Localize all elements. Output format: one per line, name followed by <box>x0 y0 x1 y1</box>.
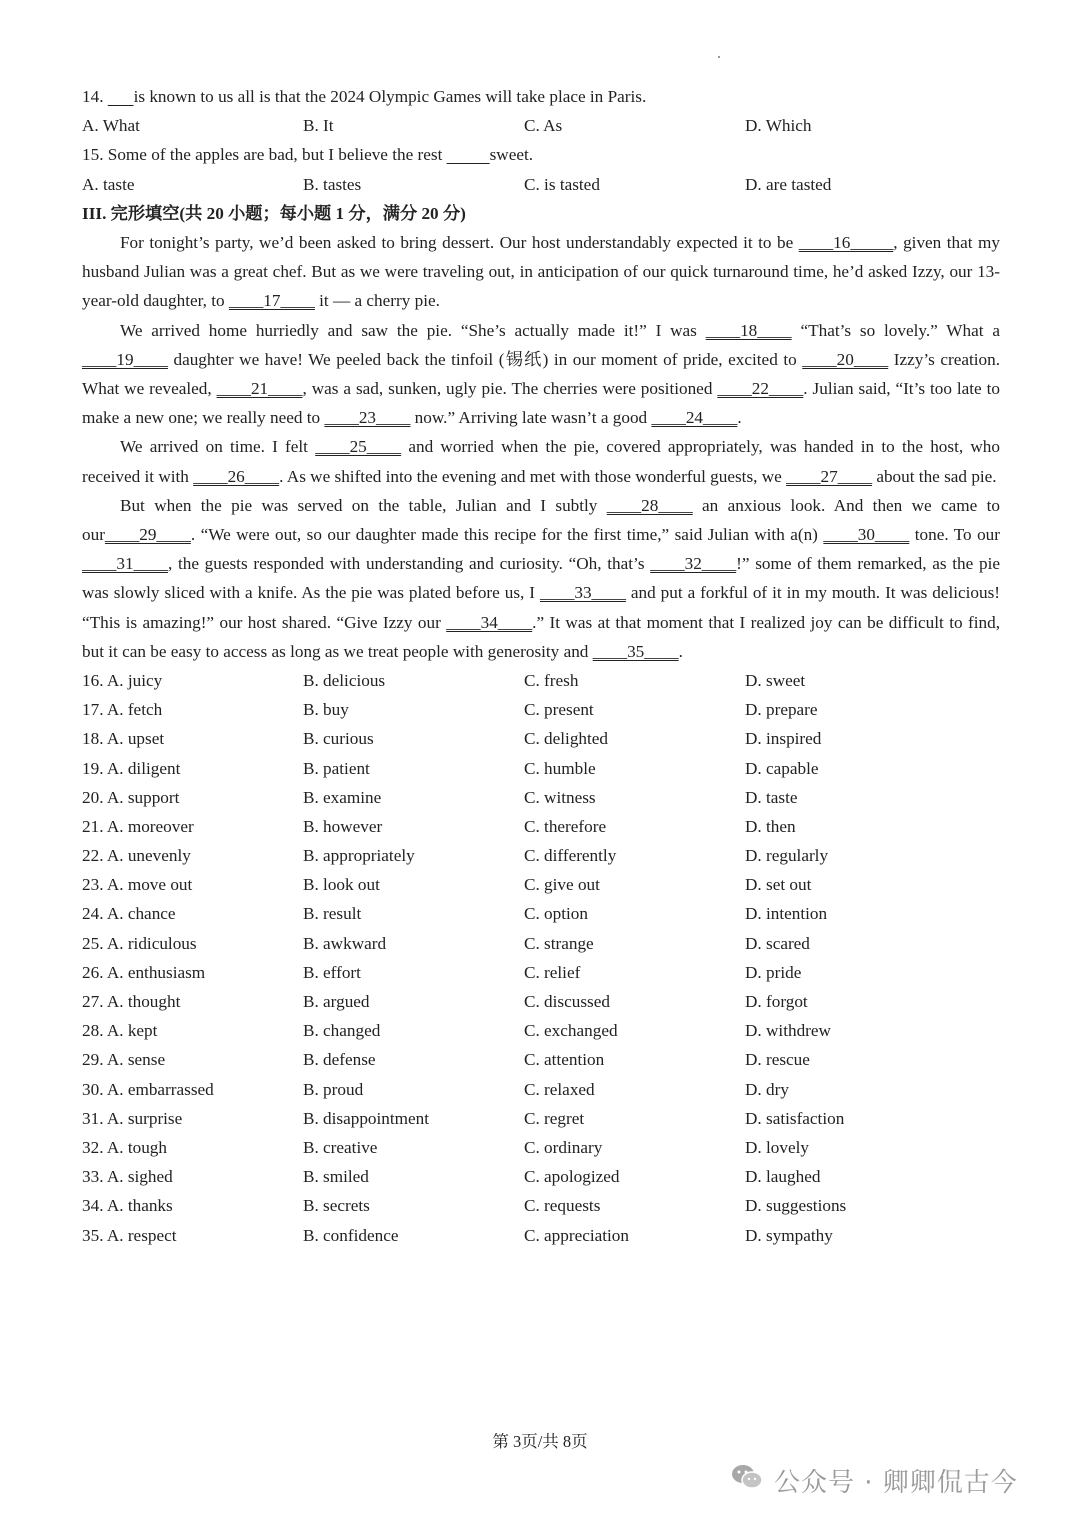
watermark <box>730 1462 1018 1499</box>
option-a: 26. A. enthusiasm <box>82 962 206 982</box>
choice-row-25 <box>82 929 1000 958</box>
option-a: 21. A. moreover <box>82 816 194 836</box>
question-15-stem: 15. Some of the apples are bad, but I believe the rest sweet. <box>82 145 534 165</box>
blank-29: ____29____ <box>104 524 191 544</box>
option-b: B. disappointment <box>303 1108 430 1128</box>
option-b: B. look out <box>303 875 380 895</box>
option-a: 27. A. thought <box>82 992 181 1012</box>
option-a: 31. A. surprise <box>82 1108 183 1128</box>
option-d: D. scared <box>745 933 810 953</box>
option-b: B. appropriately <box>303 846 415 866</box>
option-c: C. therefore <box>524 816 607 836</box>
option-c: C. witness <box>524 787 596 807</box>
option-d: D. taste <box>745 787 798 807</box>
choice-row-16 <box>82 666 1000 695</box>
passage-paragraph-1: For tonight’s party, we’d been asked to bring dessert. Our host understandably expected it to be ____16_____, given that my husband Julian was a great chef. But as we were traveling out, in anticipation of our quick turnaround time, he’d asked Izzy, our 13-year-old daughter, to ____17____ it — a cherry pie. <box>82 232 1000 311</box>
option-c: C. delighted <box>524 729 609 749</box>
option-d: D. intention <box>745 904 828 924</box>
option-a: 25. A. ridiculous <box>82 933 197 953</box>
passage-paragraph-3: We arrived on time. I felt ____25____ and worried when the pie, covered appropriately, was handed in to the host, who received it with ____26____. As we shifted into the evening and met with those wonderful guests, we ____27____ about the sad pie. <box>82 437 1000 486</box>
option-a: 29. A. sense <box>82 1050 166 1070</box>
option-b: B. delicious <box>303 670 386 690</box>
choice-row-35 <box>82 1221 1000 1250</box>
option-d: D. prepare <box>745 700 818 720</box>
blank-27: ____27____ <box>786 466 873 486</box>
watermark-text: 公众号 · 卿卿侃古今 <box>774 1468 1018 1498</box>
option-a: 30. A. embarrassed <box>82 1079 214 1099</box>
option-c: C. relief <box>524 962 581 982</box>
option-c: C. strange <box>524 933 594 953</box>
option-a: 28. A. kept <box>82 1021 158 1041</box>
section-3-heading: III. 完形填空(共 20 小题；每小题 1 分，满分 20 分) <box>82 203 466 223</box>
passage-paragraph-4: But when the pie was served on the table, Julian and I subtly ____28____ an anxious look. And then we came to our____29____. “We were out, so our daughter made this recipe for the first time,” said Julian with a(n) ____30____ tone. To our ____31____, the guests responded with understanding and curiosity. “Oh, that’s ____32____!” some of them remarked, as the pie was slowly sliced with a knife. As the pie was plated before us, I ____33____ and put a forkful of it in my mouth. It was delicious! “This is amazing!” our host shared. “Give Izzy our ____34____.” It was at that moment that I realized joy can be difficult to find, but it can be easy to access as long as we treat people with generosity and ____35____. <box>82 495 1001 661</box>
option-a: 35. A. respect <box>82 1225 177 1245</box>
blank-16: ____16_____ <box>798 232 894 252</box>
choice-row-19 <box>82 754 1000 783</box>
choice-row-26 <box>82 958 1000 987</box>
question-14-stem: 14. is known to us all is that the 2024 Olympic Games will take place in Paris. <box>82 87 647 106</box>
option-d: D. forgot <box>745 992 808 1012</box>
choice-row-33 <box>82 1162 1000 1191</box>
option-b: B. patient <box>303 758 370 778</box>
option-a: 18. A. upset <box>82 729 165 749</box>
option-b: B. confidence <box>303 1225 399 1245</box>
choice-row-31 <box>82 1104 1000 1133</box>
option-d: D. regularly <box>745 846 829 866</box>
option-d: D. satisfaction <box>745 1108 845 1128</box>
choice-row-22 <box>82 841 1000 870</box>
option-b: B. changed <box>303 1021 381 1041</box>
option-a: 20. A. support <box>82 787 180 807</box>
option-a: 22. A. unevenly <box>82 846 191 866</box>
option-c: C. give out <box>524 875 600 895</box>
choice-row-29 <box>82 1045 1000 1074</box>
option-d: D. rescue <box>745 1050 810 1070</box>
option-c: C. fresh <box>524 670 579 690</box>
option-c: C. As <box>524 116 563 136</box>
option-c: C. exchanged <box>524 1021 618 1041</box>
choice-row-23 <box>82 870 1000 899</box>
option-d: D. Which <box>745 116 812 136</box>
option-a: 17. A. fetch <box>82 700 163 720</box>
option-b: B. secrets <box>303 1196 370 1216</box>
option-a: 24. A. chance <box>82 904 176 924</box>
option-d: D. pride <box>745 962 802 982</box>
blank-25: ____25____ <box>315 437 402 457</box>
option-b: B. argued <box>303 992 370 1012</box>
blank-18: ____18____ <box>705 320 792 340</box>
option-c: C. requests <box>524 1196 601 1216</box>
passage-paragraph-2: We arrived home hurriedly and saw the pie. “She’s actually made it!” I was ____18____ “That’s so lovely.” What a ____19____ daughter we have! We peeled back the tinfoil (锡纸) in our moment of pride, excited to ____20____ Izzy’s creation. What we revealed, ____21____, was a sad, sunken, ugly pie. The cherries were positioned ____22____. Julian said, “It’s too late to make a new one; we really need to ____23____ now.” Arriving late wasn’t a good ____24____. <box>82 320 1000 428</box>
blank-35: ____35____ <box>592 641 679 661</box>
option-a: 19. A. diligent <box>82 758 181 778</box>
blank-31: ____31____ <box>82 554 168 574</box>
option-d: D. sweet <box>745 670 806 690</box>
option-b: B. examine <box>303 787 382 807</box>
option-b: B. It <box>303 116 334 136</box>
option-d: D. sympathy <box>745 1225 833 1245</box>
option-d: D. laughed <box>745 1167 821 1187</box>
option-b: B. creative <box>303 1137 378 1157</box>
choice-row-24 <box>82 899 1000 928</box>
option-c: C. present <box>524 700 594 720</box>
option-d: D. lovely <box>745 1137 809 1157</box>
option-b: B. curious <box>303 729 374 749</box>
option-c: C. is tasted <box>524 174 600 194</box>
option-b: B. smiled <box>303 1167 369 1187</box>
choice-list <box>82 666 1000 1250</box>
page-number: 第 3页/共 8页 <box>492 1432 588 1451</box>
option-d: D. withdrew <box>745 1021 831 1041</box>
option-b: B. however <box>303 816 383 836</box>
option-b: B. proud <box>303 1079 364 1099</box>
blank-21: ____21____ <box>216 378 303 398</box>
scan-speck <box>718 56 720 58</box>
choice-row-28 <box>82 1016 1000 1045</box>
option-b: B. awkward <box>303 933 387 953</box>
blank-24: ____24____ <box>651 408 738 428</box>
option-b: B. defense <box>303 1050 376 1070</box>
option-d: D. capable <box>745 758 819 778</box>
option-c: C. ordinary <box>524 1137 603 1157</box>
blank-33: ____33____ <box>539 583 626 603</box>
option-a: A. What <box>82 116 140 136</box>
option-d: D. dry <box>745 1079 789 1099</box>
blank-30: ____30____ <box>823 524 910 544</box>
option-b: B. buy <box>303 700 349 720</box>
choice-row-30 <box>82 1075 1000 1104</box>
blank-23: ____23____ <box>324 408 411 428</box>
choice-row-27 <box>82 987 1000 1016</box>
blank-28: ____28____ <box>606 495 693 515</box>
blank-20: ____20____ <box>802 349 889 369</box>
question-14-options <box>82 111 1000 140</box>
option-a: 34. A. thanks <box>82 1196 173 1216</box>
choice-row-32 <box>82 1133 1000 1162</box>
option-c: C. relaxed <box>524 1079 595 1099</box>
blank-19: ____19____ <box>82 349 168 369</box>
option-a: 23. A. move out <box>82 875 193 895</box>
option-c: C. option <box>524 904 588 924</box>
choice-row-20 <box>82 783 1000 812</box>
option-c: C. regret <box>524 1108 585 1128</box>
option-b: B. result <box>303 904 362 924</box>
option-c: C. differently <box>524 846 617 866</box>
question-15-options <box>82 170 1000 199</box>
option-a: 33. A. sighed <box>82 1167 173 1187</box>
choice-row-18 <box>82 724 1000 753</box>
option-c: C. apologized <box>524 1167 620 1187</box>
option-a: A. taste <box>82 174 135 194</box>
option-b: B. tastes <box>303 174 362 194</box>
blank-32: ____32____ <box>650 554 737 574</box>
choice-row-17 <box>82 695 1000 724</box>
option-c: C. appreciation <box>524 1225 629 1245</box>
option-a: 32. A. tough <box>82 1137 167 1157</box>
option-d: D. are tasted <box>745 174 832 194</box>
option-c: C. discussed <box>524 992 610 1012</box>
option-b: B. effort <box>303 962 361 982</box>
option-c: C. attention <box>524 1050 605 1070</box>
choice-row-21 <box>82 812 1000 841</box>
exam-page <box>82 82 1000 1250</box>
option-d: D. then <box>745 816 796 836</box>
option-d: D. inspired <box>745 729 822 749</box>
option-d: D. suggestions <box>745 1196 847 1216</box>
blank <box>108 87 134 106</box>
blank-17: ____17____ <box>228 291 315 311</box>
blank-34: ____34____ <box>446 612 533 632</box>
blank <box>447 145 490 164</box>
option-d: D. set out <box>745 875 812 895</box>
choice-row-34 <box>82 1191 1000 1220</box>
wechat-icon <box>730 1463 764 1498</box>
blank-22: ____22____ <box>717 378 804 398</box>
option-a: 16. A. juicy <box>82 670 163 690</box>
blank-26: ____26____ <box>193 466 280 486</box>
option-c: C. humble <box>524 758 596 778</box>
